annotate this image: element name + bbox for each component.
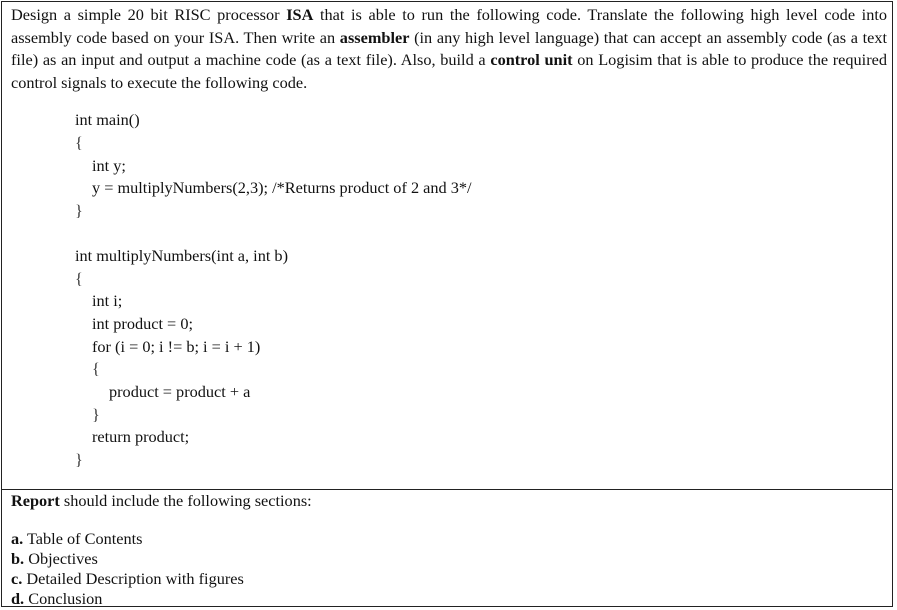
report-section-item [11, 569, 244, 589]
section-label: Table of Contents [23, 529, 143, 548]
intro-keyword-control-unit: control unit [490, 50, 573, 69]
code-main-close-brace: } [75, 201, 83, 220]
code-for-close-brace: } [92, 405, 100, 424]
code-for-statement: for (i = 0; i != b; i = i + 1) [92, 337, 261, 356]
code-declare-y: int y; [92, 156, 126, 175]
code-for-open-brace: { [92, 359, 100, 378]
report-cell [2, 490, 892, 607]
code-declare-i: int i; [92, 291, 123, 310]
report-heading-bold: Report [11, 491, 60, 510]
code-declare-product: int product = 0; [92, 314, 193, 333]
section-letter: c. [11, 569, 23, 588]
section-label: Objectives [24, 549, 98, 568]
report-section-item [11, 529, 143, 549]
code-return-statement: return product; [92, 427, 190, 446]
section-label: Detailed Description with figures [22, 569, 244, 588]
code-main-open-brace: { [75, 133, 83, 152]
intro-text-3: (in any high level language) that can accept an assembly code (as a text file) as an input and output a machine code (as a text file). Also, build a [11, 27, 887, 69]
section-label: Conclusion [24, 589, 103, 608]
report-section-item [11, 549, 98, 569]
intro-keyword-isa: ISA [286, 5, 314, 24]
section-letter: d. [11, 589, 25, 608]
intro-keyword-assembler: assembler [339, 27, 410, 47]
section-letter: b. [11, 549, 25, 568]
code-multiply-signature: int multiplyNumbers(int a, int b) [75, 246, 288, 265]
code-main-signature: int main() [75, 110, 140, 129]
code-loop-body: product = product + a [109, 382, 251, 401]
report-heading [11, 491, 312, 511]
intro-text-2: that is able to run the following code. Translate the following high level code into assembly code based on your ISA. Then write an [11, 5, 888, 47]
report-section-item [11, 589, 102, 609]
section-letter: a. [11, 529, 24, 548]
task-description [11, 4, 887, 94]
code-multiply-open-brace: { [75, 269, 83, 288]
intro-text-1: Design a simple 20 bit RISC processor [11, 5, 287, 24]
assignment-document [1, 1, 893, 607]
intro-text-4: on Logisim that is able to produce the required control signals to execute the following code. [11, 50, 887, 92]
task-cell [2, 2, 892, 490]
code-call-multiply: y = multiplyNumbers(2,3); /*Returns product of 2 and 3*/ [92, 178, 472, 197]
report-heading-text: should include the following sections: [59, 491, 312, 510]
code-multiply-close-brace: } [75, 450, 83, 469]
